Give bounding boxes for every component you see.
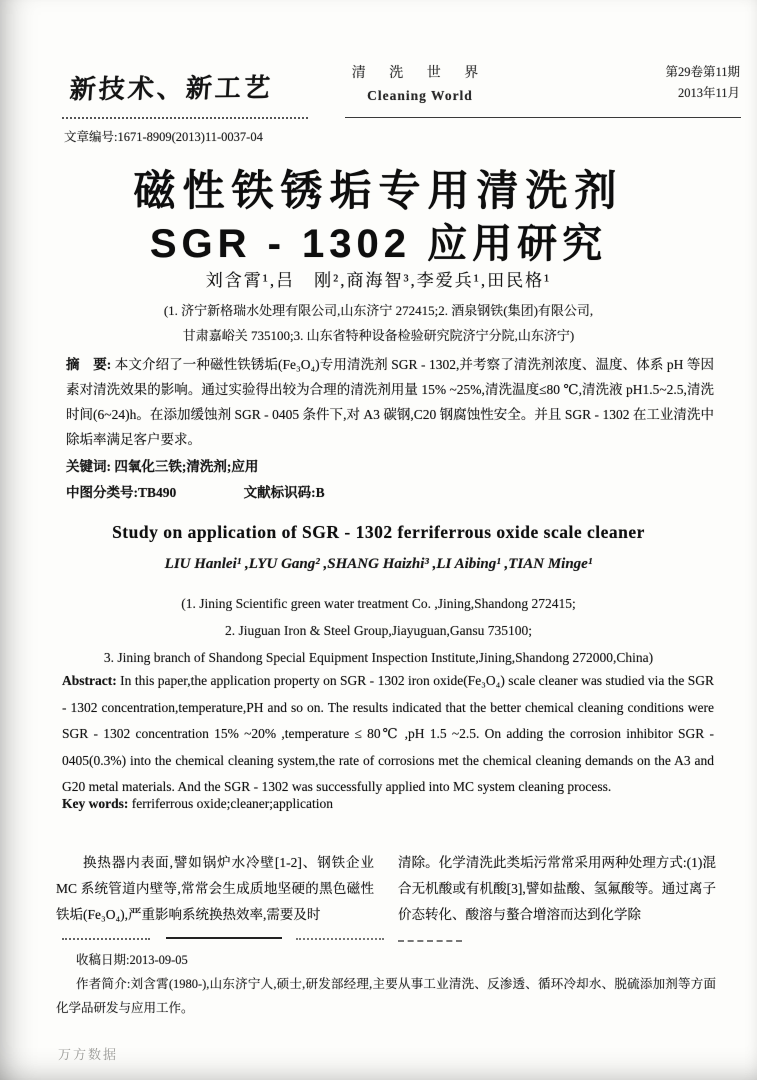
- abstract-en: [62, 668, 714, 801]
- issue-number: 第29卷第11期: [665, 65, 740, 79]
- keywords-en: [62, 796, 714, 812]
- column-label-calligraphy: 新技术、新工艺: [68, 72, 274, 105]
- abstract-cn-label: 摘 要:: [66, 357, 112, 372]
- keywords-cn-label: 关键词:: [66, 459, 111, 474]
- body-left-paragraph: 换热器内表面,譬如锅炉水冷壁[1-2]、钢铁企业 MC 系统管道内壁等,常常会生成质地坚硬的黑色磁性铁垢(Fe₃O₄),严重影响系统换热效率,需要及时: [56, 855, 374, 922]
- footnote-rule-solid: [166, 937, 282, 939]
- keywords-cn: [66, 455, 714, 475]
- affiliation-cn-line1: (1. 济宁新格瑞水处理有限公司,山东济宁 272415;2. 酒泉钢铁(集团)有限公司,: [163, 303, 594, 318]
- keywords-en-text: ferriferrous oxide;cleaner;application: [131, 796, 334, 811]
- journal-masthead: [330, 62, 510, 104]
- body-left-column: [56, 850, 374, 928]
- journal-title-en: Cleaning World: [367, 88, 473, 103]
- affiliation-cn-line2: 甘肃嘉峪关 735100;3. 山东省特种设备检验研究院济宁分院,山东济宁): [182, 328, 575, 343]
- article-title-line2: SGR - 1302 应用研究: [149, 222, 608, 266]
- wanfang-watermark: 万方数据: [58, 1047, 119, 1062]
- issue-info: [560, 62, 740, 104]
- clc-number: 中图分类号:TB490: [66, 485, 177, 500]
- article-id: 文章编号:1671-8909(2013)11-0037-04: [64, 130, 263, 144]
- footnote-rule-dotted-right: [296, 938, 384, 940]
- affiliations-en: [0, 590, 757, 671]
- header-solid-rule: [345, 117, 741, 118]
- article-title-line1: 磁性铁锈垢专用清洗剂: [133, 167, 624, 214]
- received-date: 收稿日期:2013-09-05: [76, 953, 188, 967]
- body-right-paragraph: 清除。化学清洗此类垢污常常采用两种处理方式:(1)混合无机酸或有机酸[3],譬如盐酸、氢氟酸等。通过离子价态转化、酸溶与螯合增溶而达到化学除: [398, 855, 716, 922]
- footnote: [56, 948, 716, 1020]
- author-bio: 作者简介:刘含霄(1980-),山东济宁人,硕士,研发部经理,主要从事工业清洗、反渗透、循环冷却水、脱硫添加剂等方面化学品研发与应用工作。: [56, 977, 716, 1015]
- abstract-en-text: In this paper,the application property on SGR - 1302 iron oxide(Fe₃O₄) scale cleaner was studied via the SGR - 1302 concentration,temperature,PH and so on. The results indicated that the better chemical cleaning conditions were SGR - 1302 concentration 15% ~20% ,temperature ≤ 80℃ ,pH 1.5 ~2.5. On adding the corrosion inhibitor SGR - 0405(0.3%) into the chemical cleaning system,the rate of corrosions met the chemical cleaning demands on the A3 and G20 metal materials. And the SGR - 1302 was successfully applied into MC system cleaning process.: [62, 673, 715, 794]
- abstract-cn-text: 本文介绍了一种磁性铁锈垢(Fe₃O₄)专用清洗剂 SGR - 1302,并考察了清洗剂浓度、温度、体系 pH 等因素对清洗效果的影响。通过实验得出较为合理的清洗剂用量 15% ~25%,清洗温度≤80 ℃,清洗液 pH1.5~2.5,清洗时间(6~24)h。在添加缓蚀剂 SGR - 0405 条件下,对 A3 碳钢,C20 钢腐蚀性安全。并且 SGR - 1302 在工业清洗中除垢率满足客户要求。: [66, 357, 715, 447]
- keywords-cn-text: 四氧化三铁;清洗剂;应用: [114, 459, 259, 474]
- affiliation-en-line2: 2. Jiuguan Iron & Steel Group,Jiayuguan,Gansu 735100;: [224, 623, 533, 638]
- affiliation-en-line1: (1. Jining Scientific green water treatment Co. ,Jining,Shandong 272415;: [181, 596, 576, 611]
- issue-date: 2013年11月: [677, 86, 740, 100]
- article-title-en: Study on application of SGR - 1302 ferriferrous oxide scale cleaner: [112, 522, 645, 542]
- body-columns: [56, 850, 716, 928]
- footnote-rule-dashed: [398, 940, 462, 942]
- header-dotted-rule: [62, 117, 308, 119]
- abstract-en-label: Abstract:: [62, 673, 117, 688]
- document-code: 文献标识码:B: [243, 485, 325, 500]
- journal-title-cn: 清 洗 世 界: [351, 66, 489, 81]
- keywords-en-label: Key words:: [62, 796, 129, 811]
- abstract-cn: [66, 352, 714, 452]
- authors-cn: 刘含霄¹,吕 刚²,商海智³,李爱兵¹,田民格¹: [205, 271, 552, 290]
- authors-en: LIU Hanlei¹ ,LYU Gang² ,SHANG Haizhi³ ,LI Aibing¹ ,TIAN Minge¹: [164, 556, 593, 572]
- classification-row: [66, 481, 714, 501]
- affiliation-en-line3: 3. Jining branch of Shandong Special Equipment Inspection Institute,Jining,Shandong 272000,China): [103, 650, 654, 665]
- footnote-rule-dotted-left: [62, 938, 150, 940]
- body-right-column: [398, 850, 716, 928]
- affiliations-cn: [0, 298, 757, 348]
